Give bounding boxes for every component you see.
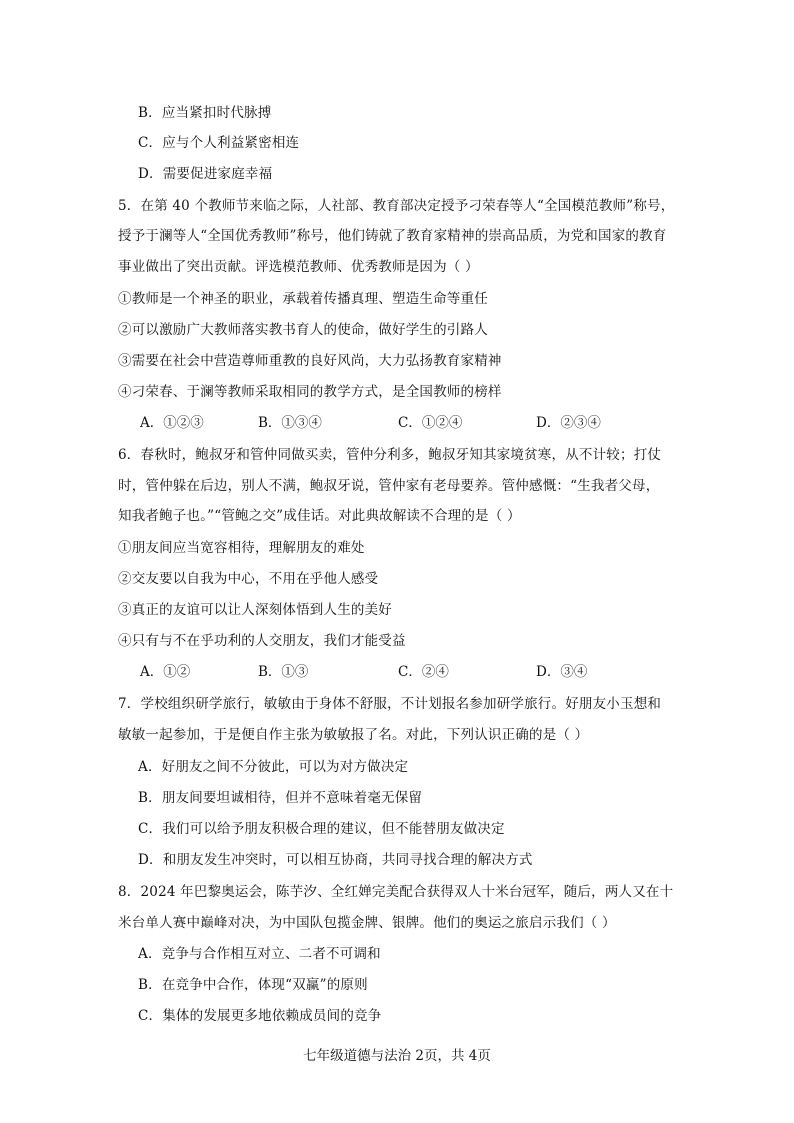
q6-option-d: D．③④ bbox=[536, 664, 588, 680]
q6-option-b: B．①③ bbox=[258, 664, 309, 680]
q5-option-d: D．②③④ bbox=[536, 415, 601, 431]
q6-item-3: ③真正的友谊可以让人深刻体悟到人生的美好 bbox=[118, 602, 392, 618]
q6-option-a: A．①② bbox=[140, 664, 191, 680]
q5-item-3: ③需要在社会中营造尊师重教的良好风尚，大力弘扬教育家精神 bbox=[118, 353, 502, 369]
q5-options bbox=[140, 413, 700, 433]
q5-stem-line-1: 5．在第 40 个教师节来临之际，人社部、教育部决定授予刁荣春等人“全国模范教师”称号， bbox=[118, 198, 675, 214]
q8-option-c: C．集体的发展更多地依赖成员间的竞争 bbox=[138, 1008, 382, 1024]
q6-stem-line-1: 6．春秋时，鲍叔牙和管仲同做买卖，管仲分利多，鲍叔牙知其家境贫寒，从不计较；打仗 bbox=[118, 447, 662, 463]
q8-option-a: A．竞争与合作相互对立、二者不可调和 bbox=[138, 946, 381, 962]
q5-stem-line-2: 授予于澜等人“全国优秀教师”称号，他们铸就了教育家精神的崇高品质，为党和国家的教育 bbox=[118, 228, 667, 244]
q6-item-4: ④只有与不在乎功利的人交朋友，我们才能受益 bbox=[118, 633, 406, 649]
q5-item-4: ④刁荣春、于澜等教师采取相同的教学方式，是全国教师的榜样 bbox=[118, 384, 502, 400]
q4-option-d: D．需要促进家庭幸福 bbox=[138, 166, 273, 182]
page-footer: 七年级道德与法治 2页，共 4页 bbox=[303, 1048, 491, 1064]
q8-stem-line-2: 米台单人赛中巅峰对决，为中国队包揽金牌、银牌。他们的奥运之旅启示我们（ ） bbox=[118, 915, 616, 931]
q7-option-c: C．我们可以给予朋友积极合理的建议，但不能替朋友做决定 bbox=[138, 821, 505, 837]
q8-option-b: B．在竞争中合作，体现“双赢”的原则 bbox=[138, 977, 368, 993]
q5-item-1: ①教师是一个神圣的职业，承载着传播真理、塑造生命等重任 bbox=[118, 291, 488, 307]
q6-options bbox=[140, 662, 700, 682]
q5-stem-line-3: 事业做出了突出贡献。评选模范教师、优秀教师是因为（ ） bbox=[118, 259, 479, 275]
q7-option-b: B．朋友间要坦诚相待，但并不意味着毫无保留 bbox=[138, 790, 423, 806]
q6-item-2: ②交友要以自我为中心，不用在乎他人感受 bbox=[118, 571, 379, 587]
q7-stem-line-2: 敏敏一起参加，于是便自作主张为敏敏报了名。对此，下列认识正确的是（ ） bbox=[118, 727, 589, 743]
q7-option-a: A．好朋友之间不分彼此，可以为对方做决定 bbox=[138, 759, 409, 775]
q5-option-c: C．①②④ bbox=[398, 415, 463, 431]
q5-option-b: B．①③④ bbox=[258, 415, 322, 431]
q4-option-b: B．应当紧扣时代脉搏 bbox=[138, 105, 272, 121]
q5-option-a: A．①②③ bbox=[140, 415, 204, 431]
q7-option-d: D．和朋友发生冲突时，可以相互协商，共同寻找合理的解决方式 bbox=[138, 852, 533, 868]
q6-item-1: ①朋友间应当宽容相待，理解朋友的难处 bbox=[118, 540, 365, 556]
q5-item-2: ②可以激励广大教师落实教书育人的使命，做好学生的引路人 bbox=[118, 322, 488, 338]
q6-option-c: C．②④ bbox=[398, 664, 449, 680]
q4-option-c: C．应与个人利益紧密相连 bbox=[138, 135, 300, 151]
q6-stem-line-2: 时，管仲躲在后边，别人不满，鲍叔牙说，管仲家有老母要养。管仲感慨：“生我者父母， bbox=[118, 478, 660, 494]
q6-stem-line-3: 知我者鲍子也。”“管鲍之交”成佳话。对此典故解读不合理的是（ ） bbox=[118, 508, 521, 524]
q8-stem-line-1: 8．2024 年巴黎奥运会，陈芋汐、全红婵完美配合获得双人十米台冠军，随后，两人又在十 bbox=[118, 884, 674, 900]
q7-stem-line-1: 7．学校组织研学旅行，敏敏由于身体不舒服，不计划报名参加研学旅行。好朋友小玉想和 bbox=[118, 696, 662, 712]
